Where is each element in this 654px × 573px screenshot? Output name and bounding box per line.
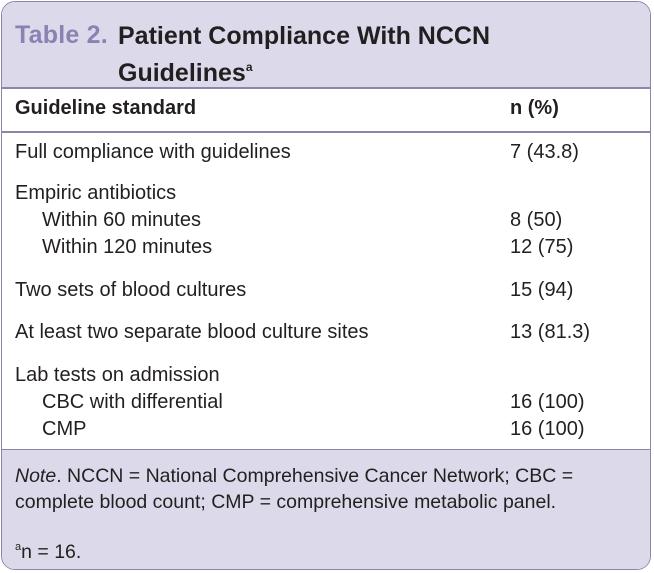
table-title — [118, 21, 628, 89]
header-divider — [2, 87, 650, 89]
row-label: At least two separate blood culture sites — [15, 321, 369, 343]
column-header-divider — [2, 131, 650, 133]
row-label: CBC with differential — [42, 391, 223, 413]
row-label: Two sets of blood cultures — [15, 279, 247, 301]
note-text: . NCCN = National Comprehensive Cancer Network; CBC = complete blood count; CMP = comprehensive metabolic panel. — [15, 465, 574, 513]
group-label: Empiric antibiotics — [15, 182, 177, 204]
row-label: CMP — [42, 418, 87, 440]
row-value: 16 (100) — [510, 418, 585, 440]
row-value: 8 (50) — [510, 209, 563, 231]
table-label: Table 2. — [15, 21, 108, 49]
row-label: Full compliance with guidelines — [15, 141, 291, 163]
table-title-text: Patient Compliance With NCCN Guidelines — [118, 22, 491, 87]
table-note — [15, 463, 643, 515]
row-value: 7 (43.8) — [510, 141, 579, 163]
row-value: 13 (81.3) — [510, 321, 591, 343]
note-label: Note — [15, 465, 57, 487]
title-footnote-mark: a — [245, 60, 253, 74]
table-frame — [1, 1, 651, 570]
row-value: 15 (94) — [510, 279, 574, 301]
footnote-mark: a — [15, 541, 22, 553]
footnote-text: n = 16. — [21, 541, 82, 563]
table-footnote — [15, 541, 81, 564]
row-label: Within 60 minutes — [42, 209, 201, 231]
column-header-n-percent: n (%) — [510, 97, 559, 119]
group-label: Lab tests on admission — [15, 364, 220, 386]
row-value: 16 (100) — [510, 391, 585, 413]
row-label: Within 120 minutes — [42, 236, 213, 258]
column-header-standard: Guideline standard — [15, 97, 197, 119]
row-value: 12 (75) — [510, 236, 574, 258]
